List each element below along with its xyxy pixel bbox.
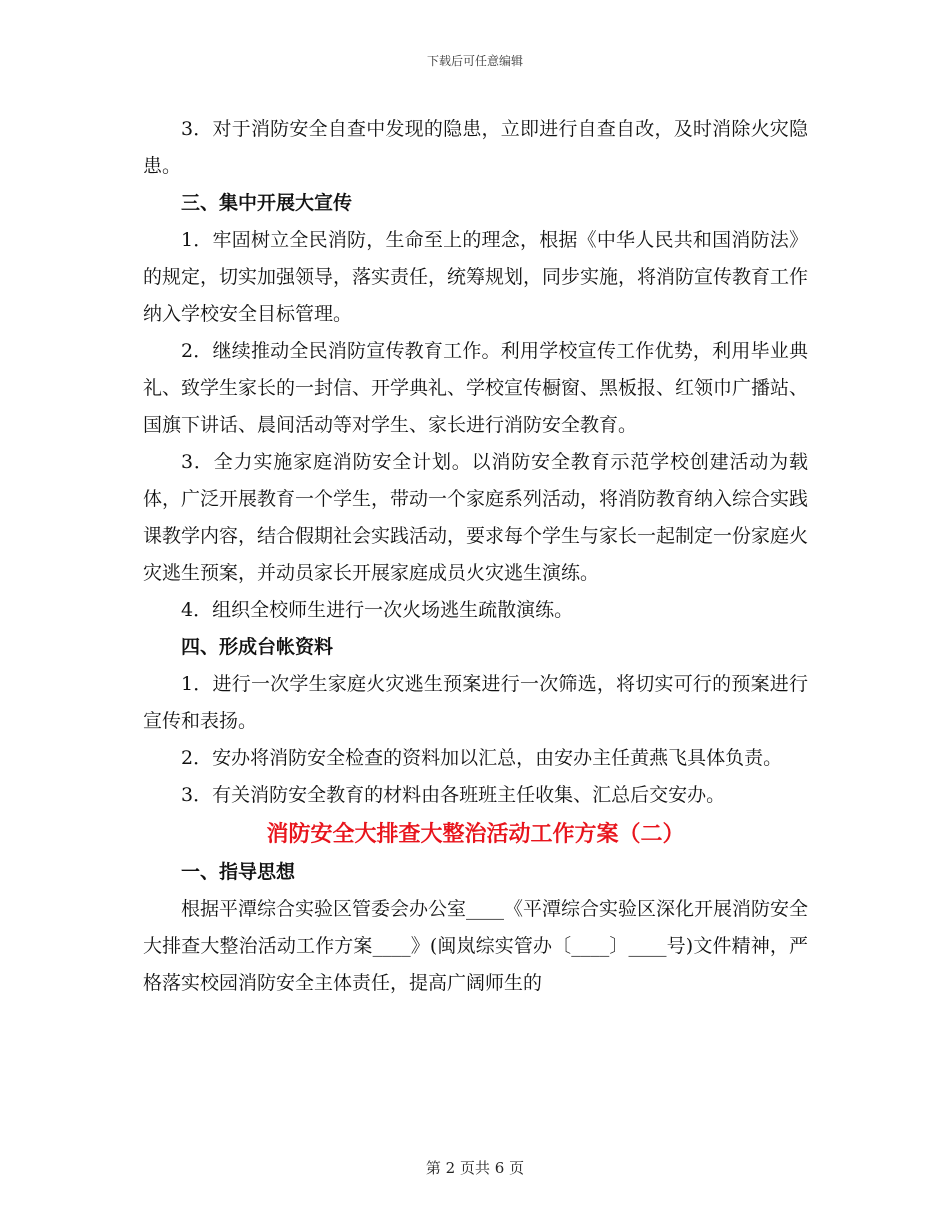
section-heading: 四、形成台帐资料: [181, 636, 334, 658]
paragraph: 3．全力实施家庭消防安全计划。以消防安全教育示范学校创建活动为载体，广泛开展教育一个学生，带动一个家庭系列活动，将消防教育纳入综合实践课教学内容，结合假期社会实践活动，要求每个学生与家长一起制定一份家庭火灾逃生预案，并动员家长开展家庭成员火灾逃生演练。: [143, 451, 809, 584]
section-heading: 一、指导思想: [181, 861, 296, 883]
page-header: 下载后可任意编辑: [426, 54, 523, 68]
paragraph: 2．安办将消防安全检查的资料加以汇总，由安办主任黄燕飞具体负责。: [181, 747, 783, 769]
paragraph: 根据平潭综合实验区管委会办公室____《平潭综合实验区深化开展消防安全大排查大整治活动工作方案____》(闽岚综实管办〔____〕____号)文件精神，严格落实校园消防安全主体责任，提高广阔师生的: [143, 898, 809, 994]
paragraph: 1．进行一次学生家庭火灾逃生预案进行一次筛选，将切实可行的预案进行宣传和表扬。: [143, 673, 808, 732]
document-body: [143, 111, 808, 1002]
page-footer: 第 2 页共 6 页: [425, 1159, 525, 1177]
paragraph: 4．组织全校师生进行一次火场逃生疏散演练。: [181, 599, 574, 621]
section-heading: 三、集中开展大宣传: [181, 192, 353, 214]
paragraph: 1．牢固树立全民消防，生命至上的理念，根据《中华人民共和国消防法》的规定，切实加强领导，落实责任，统筹规划，同步实施，将消防宣传教育工作纳入学校安全目标管理。: [143, 229, 809, 325]
paragraph: 3．有关消防安全教育的材料由各班班主任收集、汇总后交安办。: [181, 784, 726, 806]
paragraph: 2．继续推动全民消防宣传教育工作。利用学校宣传工作优势，利用毕业典礼、致学生家长的一封信、开学典礼、学校宣传橱窗、黑板报、红领巾广播站、国旗下讲话、晨间活动等对学生、家长进行消防安全教育。: [143, 340, 809, 436]
document-title: 消防安全大排查大整治活动工作方案（二）: [266, 821, 685, 847]
paragraph: 3．对于消防安全自查中发现的隐患，立即进行自查自改，及时消除火灾隐患。: [143, 118, 808, 177]
